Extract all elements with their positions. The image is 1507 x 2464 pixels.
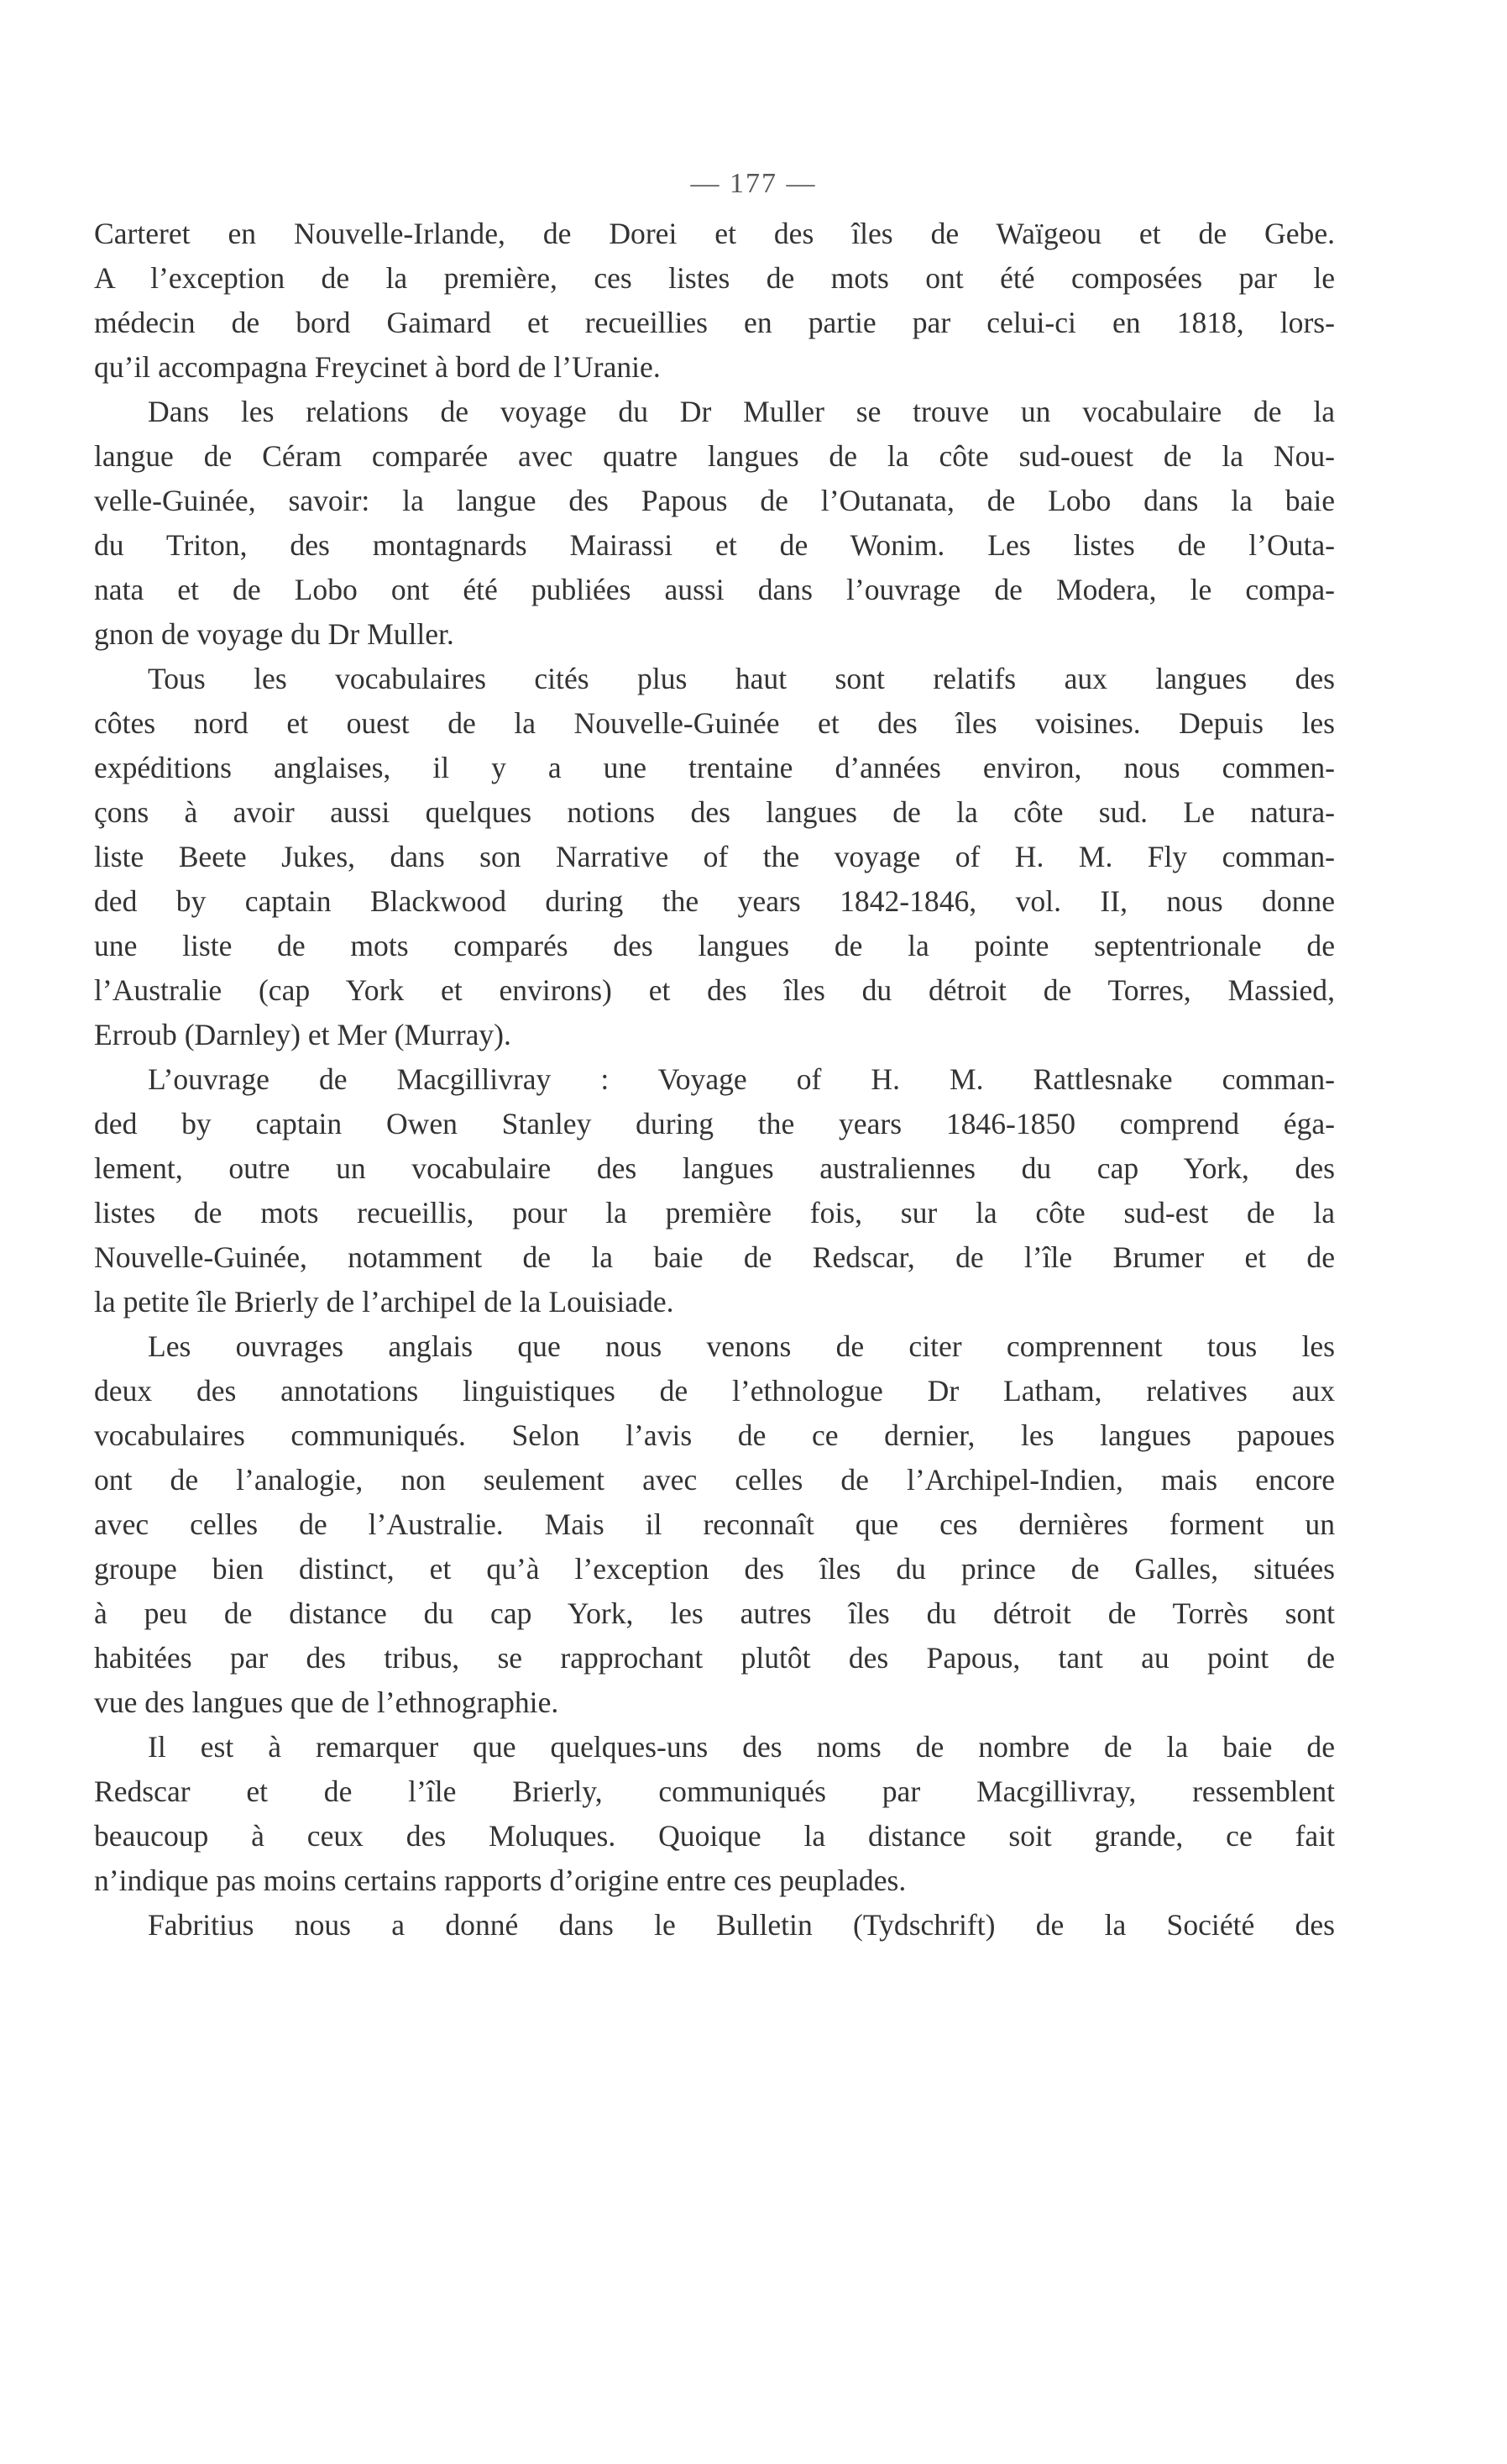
text-line: la petite île Brierly de l’archipel de la Louisiade. <box>94 1285 674 1319</box>
text-line: Erroub (Darnley) et Mer (Murray). <box>94 1018 511 1051</box>
text-line: listes de mots recueillis, pour la première fois, sur la côte sud-est de la <box>94 1196 1335 1229</box>
text-line: ded by captain Owen Stanley during the years 1846-1850 comprend éga- <box>94 1107 1335 1140</box>
paragraph <box>94 1903 1335 1948</box>
text-line: expéditions anglaises, il y a une trentaine d’années environ, nous commen- <box>94 751 1335 784</box>
text-line: Redscar et de l’île Brierly, communiqués par Macgillivray, ressemblent <box>94 1775 1335 1808</box>
text-line: A l’exception de la première, ces listes de mots ont été composées par le <box>94 261 1335 295</box>
text-line: vue des langues que de l’ethnographie. <box>94 1685 559 1719</box>
text-line: qu’il accompagna Freycinet à bord de l’Uranie. <box>94 350 661 384</box>
text-line: ded by captain Blackwood during the years 1842-1846, vol. II, nous donne <box>94 884 1335 918</box>
text-line: langue de Céram comparée avec quatre langues de la côte sud-ouest de la Nou- <box>94 439 1335 473</box>
text-line: Il est à remarquer que quelques-uns des noms de nombre de la baie de <box>148 1730 1335 1764</box>
text-line: Tous les vocabulaires cités plus haut sont relatifs aux langues des <box>148 662 1335 695</box>
text-line: lement, outre un vocabulaire des langues australiennes du cap York, des <box>94 1151 1335 1185</box>
text-line: nata et de Lobo ont été publiées aussi dans l’ouvrage de Modera, le compa- <box>94 573 1335 606</box>
text-line: ont de l’analogie, non seulement avec celles de l’Archipel-Indien, mais encore <box>94 1463 1335 1497</box>
text-line: beaucoup à ceux des Moluques. Quoique la distance soit grande, ce fait <box>94 1819 1335 1853</box>
text-line: Carteret en Nouvelle-Irlande, de Dorei et des îles de Waïgeou et de Gebe. <box>94 217 1335 250</box>
paragraph <box>94 212 1335 390</box>
paragraph <box>94 1057 1335 1324</box>
text-line: du Triton, des montagnards Mairassi et de Wonim. Les listes de l’Outa- <box>94 528 1335 562</box>
text-line: liste Beete Jukes, dans son Narrative of the voyage of H. M. Fly comman- <box>94 840 1335 873</box>
text-line: à peu de distance du cap York, les autres îles du détroit de Torrès sont <box>94 1596 1335 1630</box>
text-line: velle-Guinée, savoir: la langue des Papous de l’Outanata, de Lobo dans la baie <box>94 484 1335 517</box>
paragraph <box>94 1324 1335 1725</box>
text-line: groupe bien distinct, et qu’à l’exception des îles du prince de Galles, situées <box>94 1552 1335 1586</box>
text-line: habitées par des tribus, se rapprochant plutôt des Papous, tant au point de <box>94 1641 1335 1675</box>
text-line: deux des annotations linguistiques de l’ethnologue Dr Latham, relatives aux <box>94 1374 1335 1408</box>
text-line: une liste de mots comparés des langues de la pointe septentrionale de <box>94 929 1335 962</box>
text-line: Nouvelle-Guinée, notamment de la baie de Redscar, de l’île Brumer et de <box>94 1240 1335 1274</box>
text-line: Les ouvrages anglais que nous venons de citer comprennent tous les <box>148 1329 1335 1363</box>
text-line: Dans les relations de voyage du Dr Muller se trouve un vocabulaire de la <box>148 395 1335 428</box>
text-line: Fabritius nous a donné dans le Bulletin (Tydschrift) de la Société des <box>148 1908 1335 1942</box>
text-line: gnon de voyage du Dr Muller. <box>94 617 454 651</box>
text-line: l’Australie (cap York et environs) et des îles du détroit de Torres, Massied, <box>94 973 1335 1007</box>
text-line: L’ouvrage de Macgillivray : Voyage of H. M. Rattlesnake comman- <box>148 1062 1335 1096</box>
text-line: vocabulaires communiqués. Selon l’avis de ce dernier, les langues papoues <box>94 1418 1335 1452</box>
text-line: çons à avoir aussi quelques notions des langues de la côte sud. Le natura- <box>94 795 1335 829</box>
paragraph <box>94 390 1335 657</box>
text-line: côtes nord et ouest de la Nouvelle-Guinée et des îles voisines. Depuis les <box>94 706 1335 740</box>
body-text <box>94 212 1335 1948</box>
text-line: n’indique pas moins certains rapports d’origine entre ces peuplades. <box>94 1864 907 1897</box>
paragraph <box>94 657 1335 1057</box>
paragraph <box>94 1725 1335 1903</box>
text-line: médecin de bord Gaimard et recueillies en partie par celui-ci en 1818, lors- <box>94 306 1335 339</box>
page-number: — 177 — <box>690 168 817 199</box>
text-line: avec celles de l’Australie. Mais il reconnaît que ces dernières forment un <box>94 1507 1335 1541</box>
